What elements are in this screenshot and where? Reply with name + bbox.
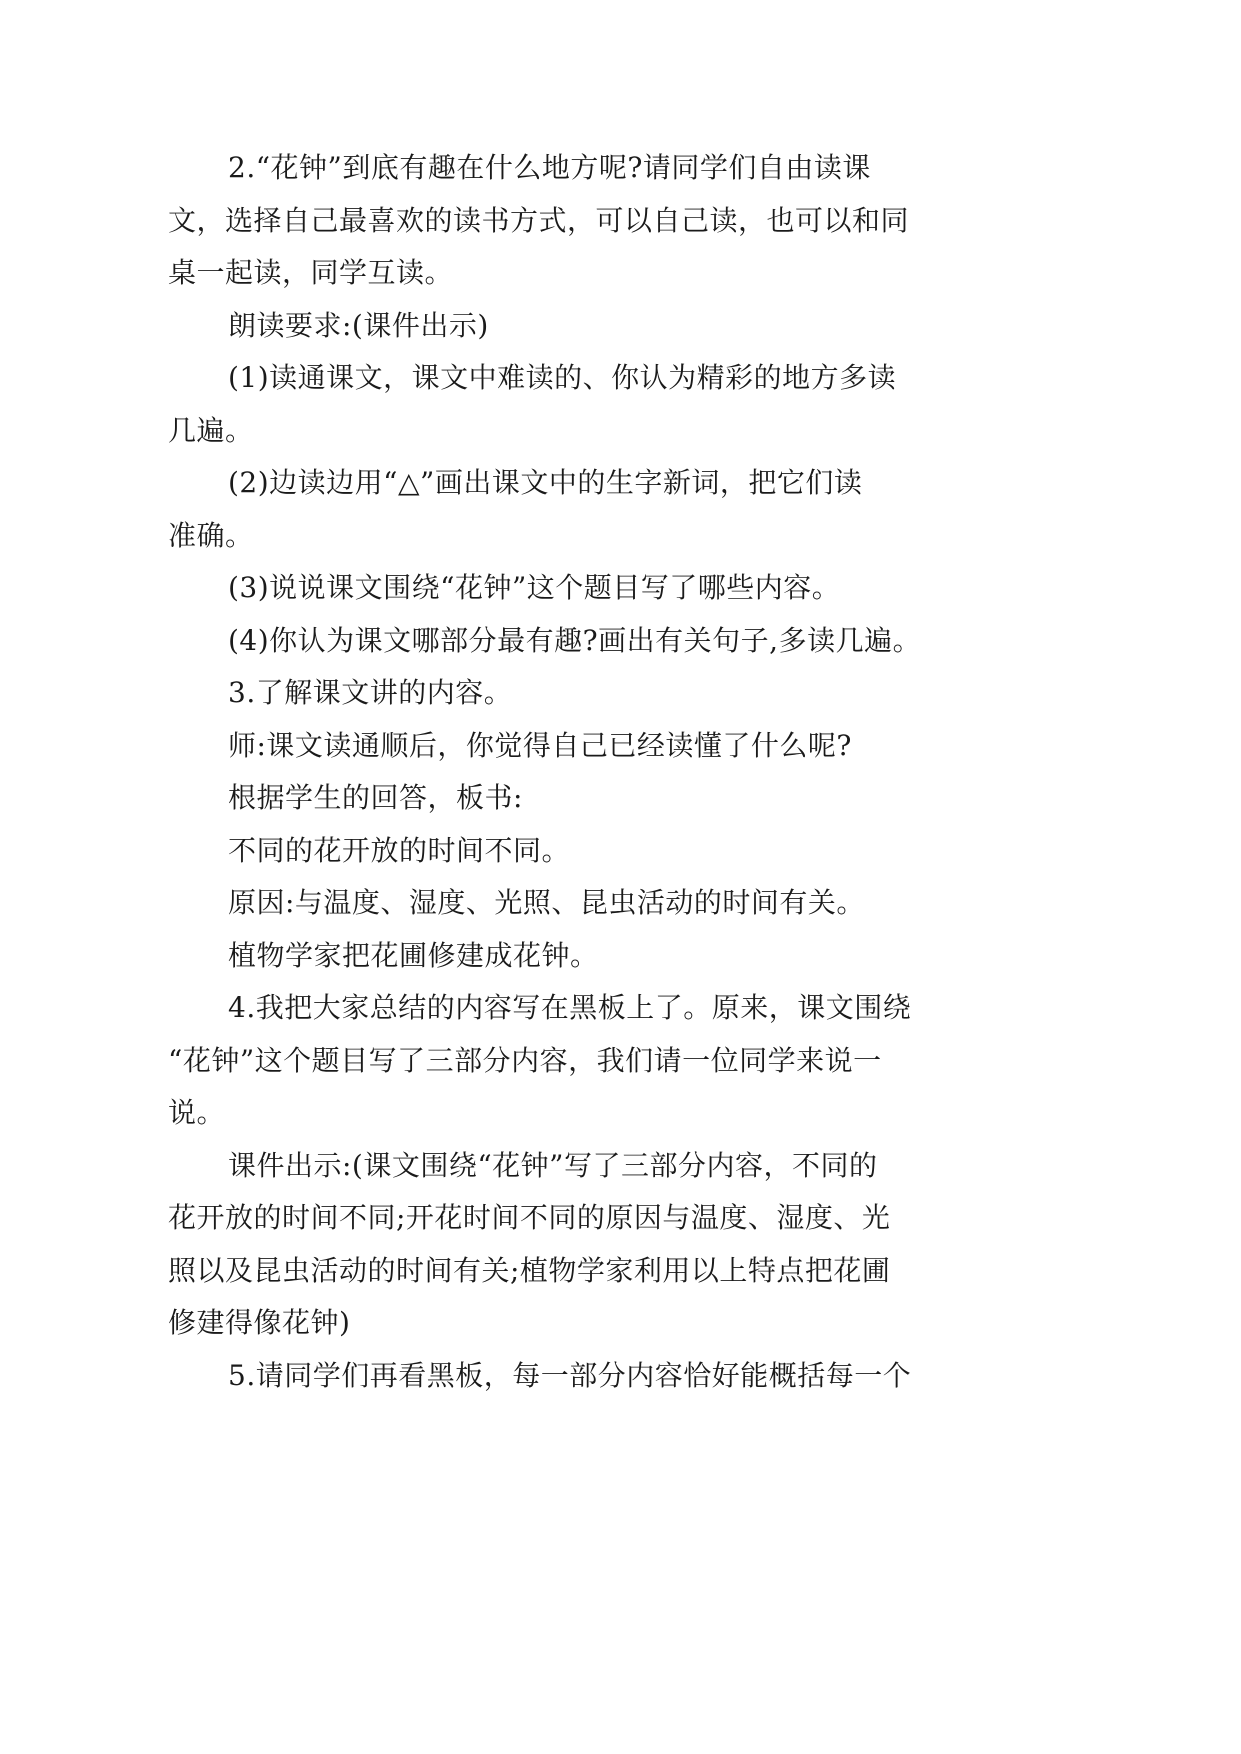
- paragraph-step-4: [168, 982, 940, 1140]
- text-line: 照以及昆虫活动的时间有关;植物学家利用以上特点把花圃: [168, 1253, 891, 1287]
- text-line: 师:课文读通顺后，你觉得自己已经读懂了什么呢?: [228, 728, 852, 762]
- paragraph-board-point-2: [168, 877, 940, 930]
- paragraph-requirement-1: [168, 352, 940, 457]
- text-line: 课件出示:(课文围绕“花钟”写了三部分内容，不同的: [228, 1148, 878, 1182]
- text-line: 5.请同学们再看黑板，每一部分内容恰好能概括每一个: [228, 1358, 912, 1392]
- text-line: 准确。: [168, 518, 254, 552]
- text-line: 文，选择自己最喜欢的读书方式，可以自己读，也可以和同: [168, 203, 910, 237]
- paragraph-board-point-1: [168, 825, 940, 878]
- text-line: 4.我把大家总结的内容写在黑板上了。原来，课文围绕: [228, 991, 912, 1024]
- text-line: (3)说说课文围绕“花钟”这个题目写了哪些内容。: [228, 571, 841, 604]
- paragraph-requirement-3: [168, 562, 940, 615]
- text-line: (4)你认为课文哪部分最有趣?画出有关句子,多读几遍。: [228, 623, 922, 657]
- paragraph-reading-requirements: [168, 300, 940, 353]
- text-line: 3.了解课文讲的内容。: [228, 676, 513, 709]
- text-line: 不同的花开放的时间不同。: [228, 833, 571, 867]
- paragraph-requirement-2: [168, 457, 940, 562]
- paragraph-teacher-question: [168, 720, 940, 773]
- text-line: 桌一起读，同学互读。: [168, 256, 454, 289]
- text-line: 花开放的时间不同;开花时间不同的原因与温度、湿度、光: [168, 1201, 891, 1234]
- text-line: 植物学家把花圃修建成花钟。: [228, 938, 599, 972]
- text-line: “花钟”这个题目写了三部分内容，我们请一位同学来说一: [168, 1043, 882, 1077]
- text-line: 原因:与温度、湿度、光照、昆虫活动的时间有关。: [228, 886, 865, 919]
- text-line: 修建得像花钟): [168, 1306, 351, 1339]
- paragraph-board-intro: [168, 772, 940, 825]
- text-line: 朗读要求:(课件出示): [228, 308, 489, 342]
- paragraph-step-3: [168, 667, 940, 720]
- text-line: 说。: [168, 1096, 226, 1129]
- text-line: (2)边读边用“△”画出课文中的生字新词，把它们读: [228, 466, 863, 499]
- paragraph-requirement-4: [168, 615, 940, 668]
- text-line: 2.“花钟”到底有趣在什么地方呢?请同学们自由读课: [228, 151, 871, 184]
- text-line: 根据学生的回答，板书:: [228, 781, 523, 814]
- paragraph-step-5: [168, 1350, 940, 1403]
- document-page: [168, 142, 940, 1402]
- paragraph-question-2: [168, 142, 940, 300]
- paragraph-board-point-3: [168, 930, 940, 983]
- text-line: 几遍。: [168, 413, 254, 447]
- text-line: (1)读通课文，课文中难读的、你认为精彩的地方多读: [228, 361, 897, 394]
- paragraph-courseware: [168, 1140, 940, 1350]
